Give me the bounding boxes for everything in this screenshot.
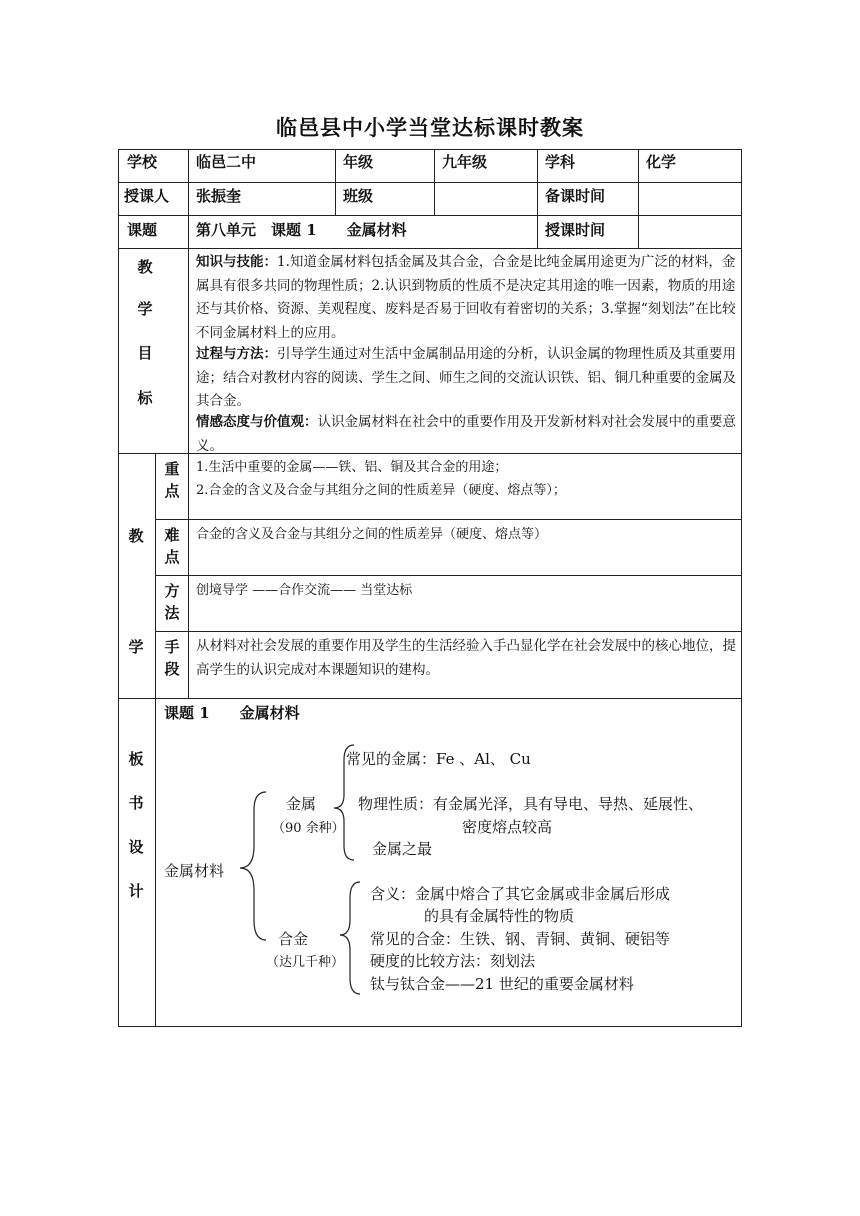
emotion-label: 情感态度与价值观：: [196, 414, 318, 430]
board-alloy-meaning-cont: 的具有金属特性的物质: [424, 907, 575, 925]
board-metal-common: 常见的金属：Fe 、Al、 Cu: [346, 750, 531, 768]
process-label: 过程与方法：: [196, 346, 277, 362]
key-point-1: 1.生活中重要的金属——铁、铝、铜及其合金的用途；: [196, 460, 508, 475]
class-label: 班级: [343, 187, 374, 205]
topic-label: 课题: [127, 221, 158, 239]
difficulty-text: 合金的含义及合金与其组分之间的性质差异（硬度、熔点等）: [196, 527, 548, 542]
teacher-label: 授课人: [124, 187, 170, 205]
board-metal: 金属: [286, 795, 317, 813]
board-heading: 课题 1 金属材料: [164, 704, 300, 722]
key-points-label-2: 点: [164, 482, 180, 500]
knowledge-label: 知识与技能：: [196, 254, 277, 270]
board-alloy-note: （达几千种）: [266, 955, 345, 970]
board-alloy-titanium: 钛与钛合金——21 世纪的重要金属材料: [370, 975, 634, 993]
board-alloy: 合金: [278, 930, 309, 948]
board-label-4: 计: [128, 882, 144, 900]
document-title: 临邑县中小学当堂达标课时教案: [276, 115, 584, 140]
emotion-text: 认识金属材料在社会中的重要作用及开发新材料对社会发展中的重要意义。: [196, 414, 736, 454]
process-text: 引导学生通过对生活中金属制品用途的分析，认识金属的物理性质及其重要用途；结合对教材内容的阅读、学生之间、师生之间的交流认识铁、铝、铜几种重要的金属及其合金。: [196, 346, 736, 409]
methods-label-2: 法: [164, 604, 180, 622]
grade-label: 年级: [343, 153, 374, 171]
board-metal-physical-cont: 密度熔点较高: [462, 818, 553, 836]
objectives-label-1: 教: [137, 258, 153, 276]
board-metal-note: （90 余种）: [272, 821, 345, 836]
board-alloy-compare: 硬度的比较方法：刻划法: [370, 952, 536, 970]
methods-label-1: 方: [164, 582, 180, 600]
difficulty-label-1: 难: [164, 526, 180, 544]
school-label: 学校: [127, 153, 158, 171]
board-label-3: 设: [128, 838, 144, 856]
methods-text: 创境导学 ——合作交流—— 当堂达标: [196, 583, 413, 598]
board-root: 金属材料: [164, 862, 225, 880]
key-point-2: 2.合金的含义及合金与其组分之间的性质差异（硬度、熔点等）；: [196, 483, 566, 498]
teaching-label-2: 学: [128, 638, 144, 656]
teacher-value: 张振奎: [196, 187, 242, 205]
means-label-2: 段: [164, 660, 180, 678]
subject-value: 化学: [646, 153, 677, 171]
grade-value: 九年级: [442, 153, 488, 171]
teach-time-label: 授课时间: [545, 221, 606, 239]
means-label-1: 手: [164, 638, 180, 656]
board-label-1: 板: [128, 750, 144, 768]
objectives-label-2: 学: [137, 300, 153, 318]
prep-time-label: 备课时间: [545, 187, 606, 205]
subject-label: 学科: [545, 153, 576, 171]
board-alloy-common: 常见的合金：生铁、钢、青铜、黄铜、硬铝等: [370, 930, 671, 948]
board-metal-extreme: 金属之最: [372, 840, 433, 858]
teaching-label-1: 教: [128, 527, 144, 545]
key-points-label-1: 重: [164, 460, 180, 478]
difficulty-label-2: 点: [164, 548, 180, 566]
topic-value: 第八单元 课题 1 金属材料: [196, 221, 407, 239]
means-text: 从材料对社会发展的重要作用及学生的生活经验入手凸显化学在社会发展中的核心地位，提高学生的认识完成对本课题知识的建构。: [196, 638, 736, 678]
board-alloy-meaning: 含义：金属中熔合了其它金属或非金属后形成: [370, 885, 671, 903]
objectives-label-3: 目: [137, 344, 153, 362]
objectives-label-4: 标: [137, 389, 153, 407]
knowledge-text: 1.知道金属材料包括金属及其合金，合金是比纯金属用途更为广泛的材料，金属具有很多共同的物理性质；2.认识到物质的性质不是决定其用途的唯一因素，物质的用途还与其价格、资源、美观程度、废料是否易于回收有着密切的关系；3.掌握“刻划法”在比较不同金属材料上的应用。: [196, 254, 736, 341]
board-metal-physical: 物理性质：有金属光泽，具有导电、导热、延展性、: [358, 795, 704, 813]
board-label-2: 书: [128, 794, 144, 812]
school-value: 临邑二中: [196, 153, 257, 171]
